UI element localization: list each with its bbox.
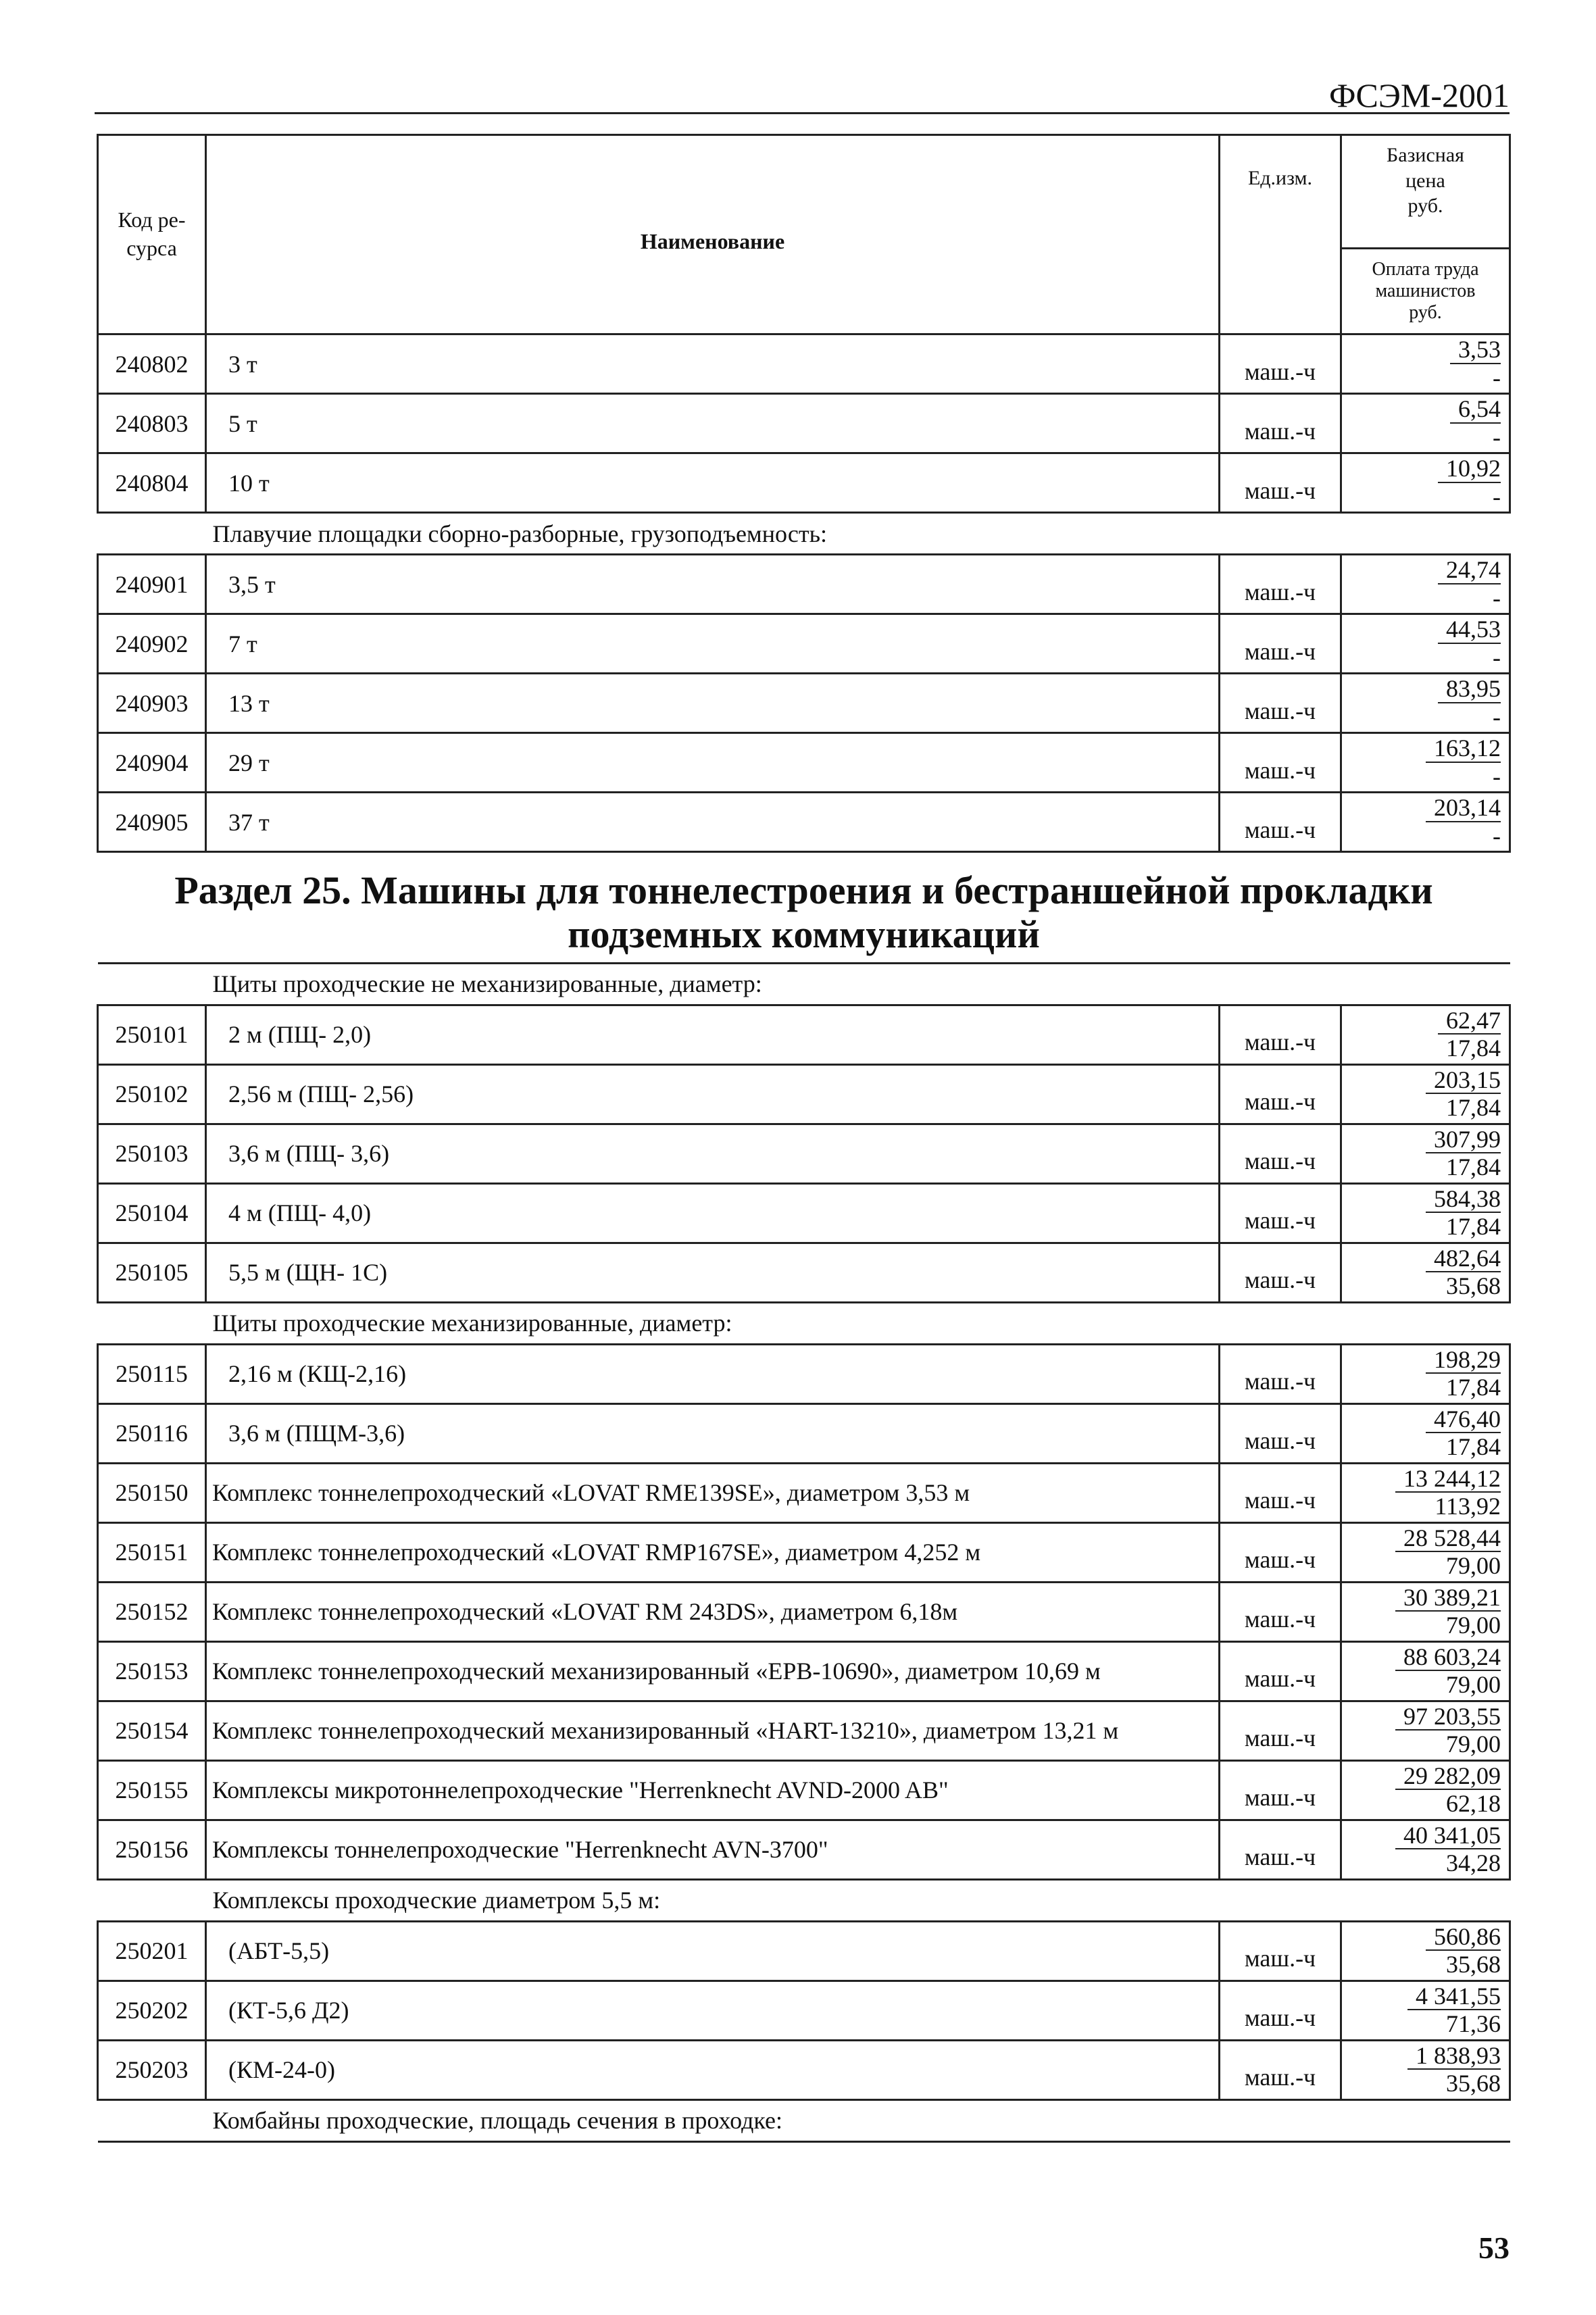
resource-name: (КМ-24-0) [206, 2040, 1220, 2099]
price-cell [1341, 1344, 1510, 1403]
header-code-label: Код ре- сурса [118, 207, 186, 260]
table-row [98, 1522, 1510, 1582]
price-cell [1341, 334, 1510, 394]
table-row [98, 394, 1510, 453]
unit-of-measure: маш.-ч [1220, 1641, 1341, 1701]
resource-name: 3,6 м (ПЩ- 3,6) [206, 1124, 1220, 1183]
resource-code: 250151 [98, 1522, 206, 1582]
table-row [98, 1344, 1510, 1403]
resource-code: 250155 [98, 1760, 206, 1820]
price-cell [1341, 555, 1510, 614]
operator-wage: - [1493, 703, 1501, 730]
table-row [98, 674, 1510, 733]
group-label: Щиты проходческие механизированные, диаметр: [98, 1302, 1510, 1344]
price-cell [1341, 674, 1510, 733]
resource-name: 13 т [206, 674, 1220, 733]
resource-name: Комплекс тоннелепроходческий механизированный «EPB-10690», диаметром 10,69 м [206, 1641, 1220, 1701]
resource-name: 3 т [206, 334, 1220, 394]
base-price: 83,95 [1438, 676, 1501, 703]
base-price: 584,38 [1426, 1187, 1501, 1214]
price-cell [1341, 614, 1510, 674]
table-row [98, 1582, 1510, 1641]
resource-name: 4 м (ПЩ- 4,0) [206, 1183, 1220, 1243]
resource-name: 3,6 м (ПЩМ-3,6) [206, 1403, 1220, 1463]
resource-code: 240903 [98, 674, 206, 733]
price-cell [1341, 1124, 1510, 1183]
section-title: Раздел 25. Машины для тоннелестроения и бестраншейной прокладки подземных коммуникаций [98, 852, 1510, 964]
operator-wage: - [1493, 762, 1501, 790]
unit-of-measure: маш.-ч [1220, 1064, 1341, 1124]
price-cell [1341, 1403, 1510, 1463]
unit-of-measure: маш.-ч [1220, 733, 1341, 793]
unit-of-measure: маш.-ч [1220, 1243, 1341, 1302]
header-rule [95, 112, 1510, 114]
price-cell [1341, 1243, 1510, 1302]
unit-of-measure: маш.-ч [1220, 555, 1341, 614]
resource-code: 250103 [98, 1124, 206, 1183]
header-price [1341, 135, 1510, 334]
base-price: 62,47 [1438, 1008, 1501, 1035]
unit-of-measure: маш.-ч [1220, 1820, 1341, 1879]
resource-name: 5 т [206, 394, 1220, 453]
operator-wage: 62,18 [1446, 1790, 1501, 1818]
table-row [98, 1243, 1510, 1302]
price-cell [1341, 1701, 1510, 1760]
resource-code: 250203 [98, 2040, 206, 2099]
operator-wage: 35,68 [1446, 2070, 1501, 2097]
resource-code: 250153 [98, 1641, 206, 1701]
table-row [98, 1701, 1510, 1760]
header-base-price: Базисная цена руб. [1342, 136, 1509, 249]
table-row [98, 1921, 1510, 1981]
price-cell [1341, 2040, 1510, 2099]
operator-wage: 34,28 [1446, 1849, 1501, 1877]
operator-wage: 113,92 [1435, 1493, 1501, 1520]
header-name: Наименование [206, 135, 1220, 334]
section-row [98, 852, 1510, 964]
operator-wage: 79,00 [1446, 1552, 1501, 1580]
resource-code: 240905 [98, 793, 206, 852]
base-price: 198,29 [1426, 1347, 1501, 1374]
operator-wage: - [1493, 482, 1501, 510]
header-code [98, 135, 206, 334]
unit-of-measure: маш.-ч [1220, 394, 1341, 453]
document-code: ФСЭМ-2001 [1329, 76, 1510, 114]
base-price: 307,99 [1426, 1127, 1501, 1154]
price-cell [1341, 1820, 1510, 1879]
table-row [98, 1064, 1510, 1124]
header-operator-wage: Оплата труда машинистов руб. [1372, 259, 1479, 324]
price-cell [1341, 1582, 1510, 1641]
base-price: 560,86 [1426, 1924, 1501, 1951]
operator-wage: - [1493, 364, 1501, 391]
base-price: 203,14 [1426, 795, 1501, 822]
resource-code: 250201 [98, 1921, 206, 1981]
resource-name: 3,5 т [206, 555, 1220, 614]
operator-wage: 17,84 [1446, 1153, 1501, 1181]
resource-name: 5,5 м (ЩН- 1С) [206, 1243, 1220, 1302]
unit-of-measure: маш.-ч [1220, 793, 1341, 852]
unit-of-measure: маш.-ч [1220, 1344, 1341, 1403]
unit-of-measure: маш.-ч [1220, 1582, 1341, 1641]
base-price: 88 603,24 [1395, 1645, 1501, 1672]
price-cell [1341, 1760, 1510, 1820]
base-price: 24,74 [1438, 557, 1501, 584]
base-price: 97 203,55 [1395, 1704, 1501, 1731]
unit-of-measure: маш.-ч [1220, 1005, 1341, 1064]
operator-wage: 17,84 [1446, 1035, 1501, 1062]
resource-code: 250105 [98, 1243, 206, 1302]
resource-code: 250115 [98, 1344, 206, 1403]
base-price: 40 341,05 [1395, 1823, 1501, 1850]
operator-wage: 17,84 [1446, 1374, 1501, 1401]
resource-code: 250116 [98, 1403, 206, 1463]
resource-price-table [97, 134, 1511, 2143]
resource-name: Комплексы тоннелепроходческие "Herrenknecht AVN-3700" [206, 1820, 1220, 1879]
table-row [98, 733, 1510, 793]
table-row [98, 1463, 1510, 1522]
unit-of-measure: маш.-ч [1220, 1760, 1341, 1820]
base-price: 4 341,55 [1407, 1984, 1501, 2011]
resource-name: 2 м (ПЩ- 2,0) [206, 1005, 1220, 1064]
operator-wage: 35,68 [1446, 1951, 1501, 1978]
group-label: Комбайны проходческие, площадь сечения в проходке: [98, 2099, 1510, 2141]
price-cell [1341, 1641, 1510, 1701]
resource-name: (АБТ-5,5) [206, 1921, 1220, 1981]
unit-of-measure: маш.-ч [1220, 1183, 1341, 1243]
resource-code: 250150 [98, 1463, 206, 1522]
resource-code: 240901 [98, 555, 206, 614]
resource-name: Комплекс тоннелепроходческий «LOVAT RME139SE», диаметром 3,53 м [206, 1463, 1220, 1522]
price-cell [1341, 793, 1510, 852]
resource-code: 240803 [98, 394, 206, 453]
price-cell [1341, 733, 1510, 793]
resource-name: Комплекс тоннелепроходческий «LOVAT RM 243DS», диаметром 6,18м [206, 1582, 1220, 1641]
resource-code: 240902 [98, 614, 206, 674]
resource-code: 240904 [98, 733, 206, 793]
resource-name: (КТ-5,6 Д2) [206, 1981, 1220, 2040]
unit-of-measure: маш.-ч [1220, 334, 1341, 394]
resource-code: 250156 [98, 1820, 206, 1879]
header-unit: Ед.изм. [1220, 135, 1341, 334]
table-row [98, 555, 1510, 614]
group-row [98, 513, 1510, 555]
operator-wage: 79,00 [1446, 1731, 1501, 1758]
operator-wage: - [1493, 584, 1501, 612]
base-price: 28 528,44 [1395, 1526, 1501, 1553]
resource-code: 250154 [98, 1701, 206, 1760]
unit-of-measure: маш.-ч [1220, 453, 1341, 513]
base-price: 476,40 [1426, 1407, 1501, 1434]
unit-of-measure: маш.-ч [1220, 2040, 1341, 2099]
resource-code: 240804 [98, 453, 206, 513]
base-price: 10,92 [1438, 456, 1501, 483]
unit-of-measure: маш.-ч [1220, 1124, 1341, 1183]
unit-of-measure: маш.-ч [1220, 674, 1341, 733]
price-cell [1341, 1064, 1510, 1124]
table-row [98, 793, 1510, 852]
price-cell [1341, 1522, 1510, 1582]
table-row [98, 1760, 1510, 1820]
resource-code: 250101 [98, 1005, 206, 1064]
resource-code: 250152 [98, 1582, 206, 1641]
unit-of-measure: маш.-ч [1220, 614, 1341, 674]
table-header-row [98, 135, 1510, 334]
table-row [98, 1124, 1510, 1183]
operator-wage: 79,00 [1446, 1671, 1501, 1699]
group-label: Комплексы проходческие диаметром 5,5 м: [98, 1879, 1510, 1921]
price-cell [1341, 1921, 1510, 1981]
unit-of-measure: маш.-ч [1220, 1981, 1341, 2040]
operator-wage: - [1493, 822, 1501, 849]
base-price: 29 282,09 [1395, 1764, 1501, 1791]
resource-code: 240802 [98, 334, 206, 394]
resource-code: 250102 [98, 1064, 206, 1124]
resource-name: 10 т [206, 453, 1220, 513]
operator-wage: - [1493, 423, 1501, 451]
group-row [98, 2099, 1510, 2141]
operator-wage: 17,84 [1446, 1213, 1501, 1241]
price-cell [1341, 1981, 1510, 2040]
table-row [98, 453, 1510, 513]
unit-of-measure: маш.-ч [1220, 1522, 1341, 1582]
resource-code: 250202 [98, 1981, 206, 2040]
table-row [98, 1981, 1510, 2040]
resource-name: 7 т [206, 614, 1220, 674]
base-price: 203,15 [1426, 1068, 1501, 1095]
resource-name: Комплекс тоннелепроходческий механизированный «HART-13210», диаметром 13,21 м [206, 1701, 1220, 1760]
base-price: 1 838,93 [1407, 2043, 1501, 2070]
base-price: 3,53 [1450, 337, 1501, 364]
resource-name: 29 т [206, 733, 1220, 793]
price-cell [1341, 394, 1510, 453]
resource-name: Комплексы микротоннелепроходческие "Herrenknecht AVND-2000 AB" [206, 1760, 1220, 1820]
unit-of-measure: маш.-ч [1220, 1463, 1341, 1522]
price-cell [1341, 1005, 1510, 1064]
table-row [98, 1403, 1510, 1463]
resource-name: 2,16 м (КЩ-2,16) [206, 1344, 1220, 1403]
operator-wage: 71,36 [1446, 2010, 1501, 2038]
resource-name: 2,56 м (ПЩ- 2,56) [206, 1064, 1220, 1124]
operator-wage: 17,84 [1446, 1094, 1501, 1122]
resource-code: 250104 [98, 1183, 206, 1243]
price-cell [1341, 1463, 1510, 1522]
unit-of-measure: маш.-ч [1220, 1701, 1341, 1760]
table-row [98, 1183, 1510, 1243]
price-cell [1341, 1183, 1510, 1243]
table-row [98, 1641, 1510, 1701]
operator-wage: 35,68 [1446, 1272, 1501, 1300]
resource-name: Комплекс тоннелепроходческий «LOVAT RMP167SE», диаметром 4,252 м [206, 1522, 1220, 1582]
table-row [98, 614, 1510, 674]
group-label: Плавучие площадки сборно-разборные, грузоподъемность: [98, 513, 1510, 555]
table-row [98, 334, 1510, 394]
group-label: Щиты проходческие не механизированные, диаметр: [98, 963, 1510, 1005]
base-price: 44,53 [1438, 617, 1501, 644]
resource-name: 37 т [206, 793, 1220, 852]
table-row [98, 1820, 1510, 1879]
unit-of-measure: маш.-ч [1220, 1921, 1341, 1981]
base-price: 13 244,12 [1395, 1466, 1501, 1493]
operator-wage: - [1493, 643, 1501, 671]
table-row [98, 2040, 1510, 2099]
group-row [98, 1879, 1510, 1921]
base-price: 30 389,21 [1395, 1585, 1501, 1612]
price-cell [1341, 453, 1510, 513]
base-price: 163,12 [1426, 736, 1501, 763]
base-price: 482,64 [1426, 1246, 1501, 1273]
unit-of-measure: маш.-ч [1220, 1403, 1341, 1463]
group-row [98, 1302, 1510, 1344]
group-row [98, 963, 1510, 1005]
base-price: 6,54 [1450, 397, 1501, 424]
operator-wage: 79,00 [1446, 1612, 1501, 1639]
table-row [98, 1005, 1510, 1064]
operator-wage: 17,84 [1446, 1433, 1501, 1461]
page-number: 53 [1478, 2231, 1510, 2265]
